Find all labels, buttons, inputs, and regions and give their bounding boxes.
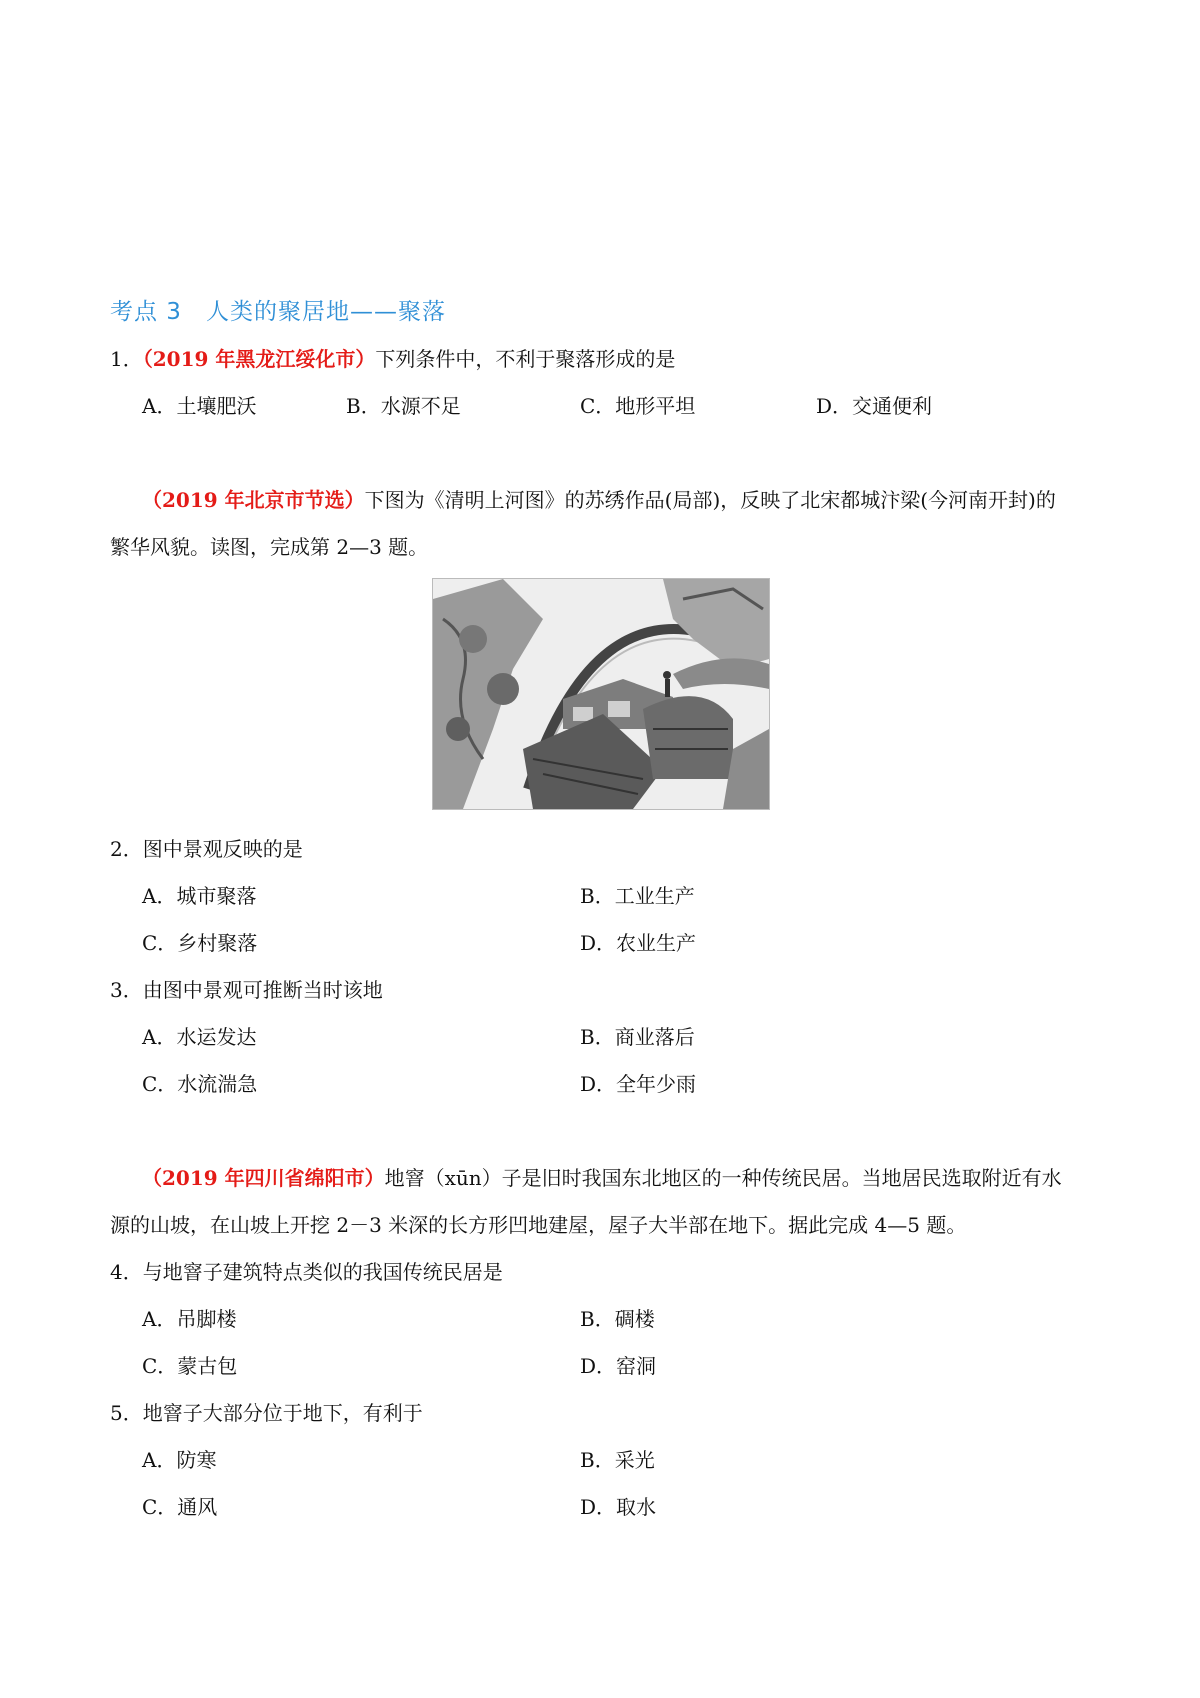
question-stem: 图中景观反映的是 bbox=[142, 837, 303, 861]
question-5 bbox=[110, 1399, 423, 1427]
option-d: D．窑洞 bbox=[580, 1354, 657, 1378]
option-d: D．全年少雨 bbox=[580, 1072, 697, 1096]
question-number: 4． bbox=[110, 1260, 143, 1284]
option-c: C．乡村聚落 bbox=[142, 931, 258, 955]
question-2 bbox=[110, 835, 303, 863]
option-a: A．土壤肥沃 bbox=[142, 394, 257, 418]
question-number: 2． bbox=[110, 837, 143, 861]
option-c: C．水流湍急 bbox=[142, 1072, 258, 1096]
option-c: C．通风 bbox=[142, 1495, 218, 1519]
question-stem: 地窨子大部分位于地下，有利于 bbox=[142, 1401, 423, 1425]
option-a: A．防寒 bbox=[142, 1448, 217, 1472]
option-a: A．城市聚落 bbox=[142, 884, 257, 908]
group-source: （2019 年四川省绵阳市） bbox=[142, 1166, 385, 1190]
question-number: 5． bbox=[110, 1401, 143, 1425]
question-number: 1． bbox=[110, 347, 143, 371]
qingming-embroidery-image bbox=[433, 579, 769, 809]
question-3 bbox=[110, 976, 383, 1004]
group-intro-2 bbox=[142, 1164, 1062, 1192]
group-intro-1 bbox=[142, 486, 1056, 514]
group-text-line1: 下图为《清明上河图》的苏绣作品(局部)，反映了北宋都城汴梁(今河南开封)的 bbox=[364, 488, 1056, 512]
option-b: B．碉楼 bbox=[580, 1307, 655, 1331]
option-d: D．取水 bbox=[580, 1495, 657, 1519]
question-stem: 由图中景观可推断当时该地 bbox=[142, 978, 383, 1002]
option-d: D．农业生产 bbox=[580, 931, 697, 955]
question-stem: 与地窨子建筑特点类似的我国传统民居是 bbox=[142, 1260, 503, 1284]
option-b: B．商业落后 bbox=[580, 1025, 695, 1049]
option-a: A．吊脚楼 bbox=[142, 1307, 237, 1331]
question-source: （2019 年黑龙江绥化市） bbox=[142, 347, 376, 371]
option-b: B．采光 bbox=[580, 1448, 655, 1472]
question-number: 3． bbox=[110, 978, 143, 1002]
option-c: C．地形平坦 bbox=[580, 394, 696, 418]
option-b: B．水源不足 bbox=[346, 394, 461, 418]
embroidery-figure bbox=[432, 578, 770, 810]
question-4 bbox=[110, 1258, 503, 1286]
group-text-line2: 繁华风貌。读图，完成第 2—3 题。 bbox=[110, 535, 429, 559]
option-b: B．工业生产 bbox=[580, 884, 695, 908]
section-title: 考点 3 人类的聚居地——聚落 bbox=[110, 299, 446, 325]
group-text-line1: 地窨（xūn）子是旧时我国东北地区的一种传统民居。当地居民选取附近有水 bbox=[384, 1166, 1062, 1190]
group-text-line2: 源的山坡，在山坡上开挖 2－3 米深的长方形凹地建屋，屋子大半部在地下。据此完成 4—5 题。 bbox=[110, 1213, 967, 1237]
group-source: （2019 年北京市节选） bbox=[142, 488, 365, 512]
option-c: C．蒙古包 bbox=[142, 1354, 238, 1378]
option-d: D．交通便利 bbox=[816, 394, 933, 418]
question-1 bbox=[110, 345, 675, 373]
question-stem: 下列条件中，不利于聚落形成的是 bbox=[375, 347, 676, 371]
option-a: A．水运发达 bbox=[142, 1025, 257, 1049]
